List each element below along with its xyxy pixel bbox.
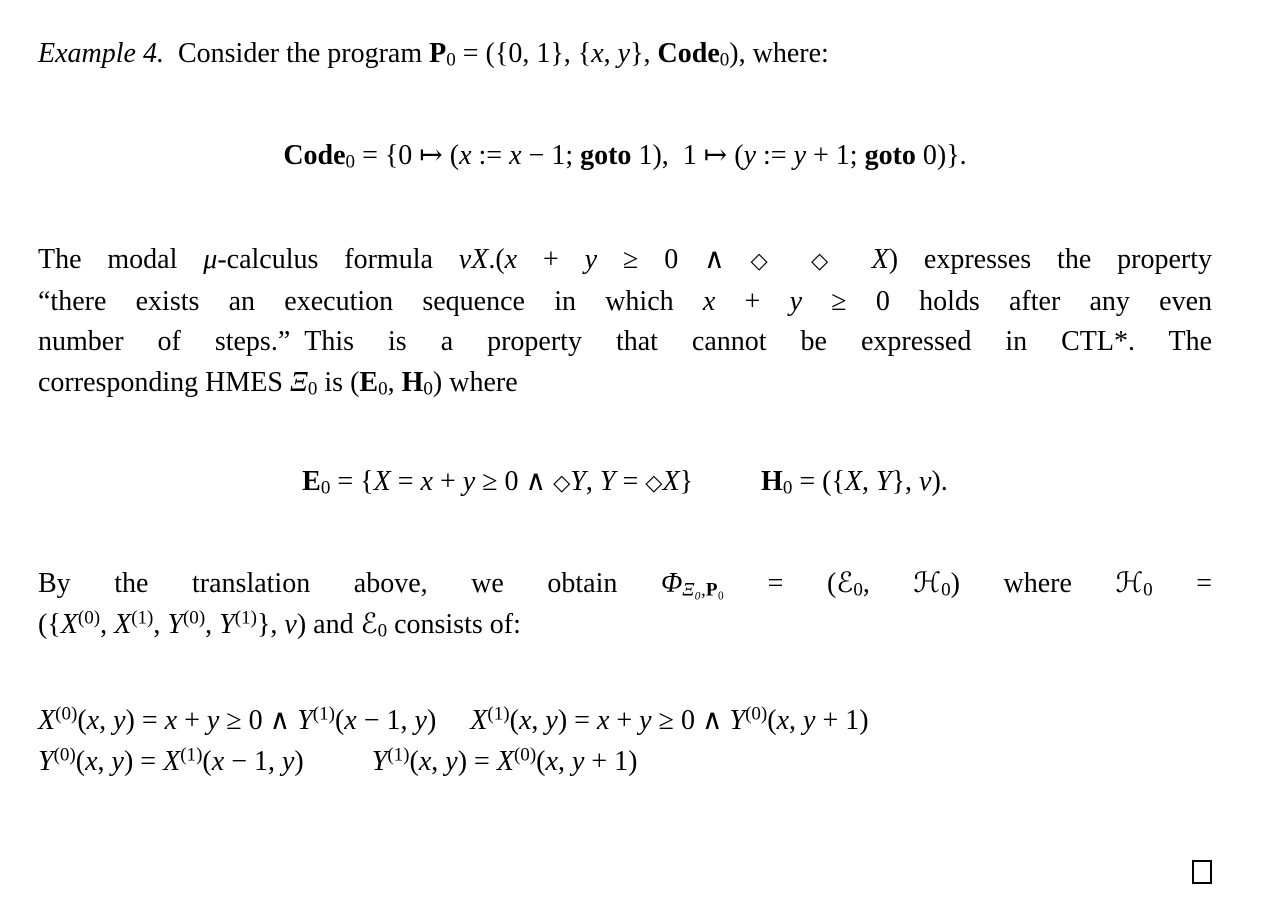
text-segment: ,: [531, 705, 546, 736]
text-segment: x: [164, 705, 178, 736]
text-segment: ,: [97, 746, 112, 777]
text-segment: μ: [203, 244, 218, 275]
text-segment: ) where: [432, 366, 518, 398]
text-segment: Φ: [660, 568, 683, 599]
text-segment: 0: [423, 377, 433, 399]
text-segment: + 1;: [806, 140, 865, 171]
text-segment: goto: [580, 140, 632, 171]
text-segment: X: [871, 244, 889, 275]
text-segment: y: [743, 140, 756, 171]
paragraph-line: [38, 605, 1212, 646]
text-segment: ≥ 0 holds after any even: [802, 285, 1213, 317]
paragraph-mu-calculus: [38, 240, 1212, 403]
text-segment: Ξ₀,: [682, 579, 706, 601]
text-segment: =: [1152, 568, 1212, 599]
text-segment: x: [545, 746, 558, 777]
text-segment: consists of:: [387, 608, 521, 640]
text-segment: 0: [307, 377, 318, 399]
text-segment: y: [206, 705, 220, 736]
text-segment: x: [591, 38, 604, 69]
text-segment: (: [536, 746, 546, 777]
text-segment: Y: [599, 466, 616, 497]
qed-square-icon: [1192, 860, 1212, 884]
text-segment: = ({: [792, 466, 845, 497]
text-segment: y: [281, 746, 295, 777]
text-segment: corresponding HMES: [38, 366, 290, 398]
text-segment: ℰ: [360, 608, 378, 640]
text-segment: Code: [283, 140, 346, 171]
text-segment: ,: [789, 705, 804, 736]
text-segment: Ξ: [289, 366, 308, 398]
text-segment: X: [38, 705, 56, 736]
text-segment: y: [639, 705, 652, 736]
text-segment: P: [705, 579, 718, 601]
text-segment: 0: [320, 477, 331, 499]
paragraph-line: [38, 564, 1212, 605]
text-segment: y: [793, 140, 807, 171]
text-segment: = {: [330, 466, 374, 497]
text-segment: Y: [167, 608, 183, 640]
text-segment: ₀: [717, 579, 725, 601]
text-segment: ℋ: [913, 568, 942, 599]
text-segment: ) =: [123, 746, 164, 777]
text-segment: (0): [77, 606, 101, 628]
text-segment: ◇ ◇: [750, 248, 872, 273]
text-segment: (0): [53, 744, 76, 766]
text-segment: y: [803, 705, 816, 736]
text-segment: =: [390, 466, 421, 497]
text-segment: This is a property that cannot be expressed in CTL*. The: [290, 326, 1212, 357]
text-segment: goto: [864, 140, 916, 171]
text-segment: y: [113, 705, 126, 736]
text-segment: x: [776, 705, 790, 736]
text-segment: ≥ 0 ∧: [651, 705, 730, 736]
text-segment: .(: [488, 244, 505, 275]
text-segment: 0: [853, 579, 863, 601]
text-segment: Y: [297, 705, 313, 736]
text-segment: +: [609, 705, 640, 736]
text-segment: :=: [756, 140, 794, 171]
text-segment: ): [426, 705, 437, 736]
text-segment: 0: [941, 579, 951, 601]
text-segment: x: [702, 285, 716, 317]
text-segment: H: [401, 366, 424, 398]
text-segment: 0: [1143, 579, 1153, 601]
text-segment: (1): [487, 703, 510, 725]
text-segment: },: [256, 608, 285, 640]
text-segment: x: [518, 705, 532, 736]
text-segment: 1 ↦ (: [668, 140, 744, 171]
text-segment: 0)}.: [915, 140, 967, 171]
paragraph-line: [38, 240, 1212, 282]
text-segment: ,: [387, 366, 402, 398]
text-segment: x: [420, 466, 433, 497]
paragraph-line: [38, 363, 1212, 404]
text-segment: + 1): [815, 705, 869, 736]
text-segment: (1): [180, 744, 203, 766]
text-segment: ◇: [645, 470, 663, 495]
text-segment: “there exists an execution sequence in which: [38, 285, 703, 317]
text-segment: νX: [458, 244, 489, 275]
text-segment: 0: [377, 619, 388, 641]
text-segment: Example 4.: [38, 38, 164, 69]
text-segment: y: [445, 746, 458, 777]
equation-row: [38, 741, 1212, 782]
text-segment: ).: [931, 466, 948, 497]
text-segment: 0: [446, 49, 456, 71]
equation-row: [38, 700, 1212, 741]
equation-system: [38, 700, 1212, 782]
text-segment: x: [86, 705, 100, 736]
text-segment: ) and: [296, 608, 361, 640]
text-segment: ,: [431, 746, 446, 777]
text-segment: ): [294, 746, 304, 777]
text-segment: X: [844, 466, 863, 497]
text-segment: ,: [205, 608, 220, 640]
text-segment: +: [177, 705, 207, 736]
text-segment: (1): [131, 606, 154, 628]
text-segment: +: [517, 244, 585, 275]
text-segment: (: [75, 746, 86, 777]
text-segment: ,: [153, 608, 168, 640]
text-segment: x: [459, 140, 472, 171]
text-segment: (: [202, 746, 212, 777]
text-segment: = (: [724, 568, 837, 599]
text-segment: (0): [55, 703, 78, 725]
text-segment: X: [662, 466, 680, 497]
text-segment: (1): [312, 703, 335, 725]
text-segment: By the translation above, we obtain: [38, 568, 661, 599]
text-segment: Y: [876, 466, 892, 497]
text-segment: ) =: [557, 705, 597, 736]
text-segment: ), where:: [729, 38, 829, 69]
text-segment: + 1): [584, 746, 638, 777]
text-segment: (1): [387, 744, 410, 766]
text-segment: H: [761, 466, 783, 497]
text-segment: = ({0, 1}, {: [455, 38, 592, 69]
text-segment: 0: [345, 151, 356, 173]
text-segment: 0: [782, 477, 793, 499]
text-segment: Consider the program: [163, 38, 430, 69]
text-segment: (0): [745, 703, 768, 725]
text-segment: X: [373, 466, 391, 497]
text-segment: y: [617, 38, 631, 69]
text-segment: − 1,: [356, 705, 415, 736]
text-segment: :=: [471, 140, 510, 171]
text-segment: ,: [603, 38, 618, 69]
text-segment: 0: [378, 377, 388, 399]
text-segment: x: [596, 705, 610, 736]
text-segment: (0): [513, 744, 537, 766]
text-segment: x: [344, 705, 357, 736]
paragraph-translation: [38, 564, 1212, 645]
text-segment: ℋ: [1115, 568, 1144, 599]
text-segment: X: [496, 746, 514, 777]
text-segment: -calculus formula: [217, 244, 459, 275]
text-segment: ) =: [457, 746, 497, 777]
text-segment: ) expresses the property: [888, 244, 1212, 275]
text-segment: ,: [585, 466, 600, 497]
text-segment: ({: [38, 608, 61, 640]
equation-code0: [38, 136, 1212, 176]
text-segment: y: [111, 746, 124, 777]
text-segment: 1),: [631, 140, 669, 171]
paragraph-line: [38, 282, 1212, 323]
text-segment: ≥ 0 ∧: [597, 244, 751, 275]
equation-e0-h0: [38, 462, 1212, 503]
text-segment: (0): [182, 606, 206, 628]
text-segment: The modal: [38, 244, 204, 275]
text-segment: y: [414, 705, 427, 736]
text-segment: X: [114, 608, 132, 640]
text-segment: − 1;: [521, 140, 581, 171]
text-segment: (: [767, 705, 777, 736]
text-segment: ≥ 0 ∧: [219, 705, 298, 736]
text-segment: ◇: [553, 470, 571, 495]
text-segment: (: [77, 705, 87, 736]
text-segment: ,: [862, 466, 877, 497]
text-segment: X: [470, 705, 488, 736]
paragraph-line: [38, 322, 1212, 363]
text-segment: ,: [100, 608, 115, 640]
text-segment: (: [409, 746, 419, 777]
text-segment: ,: [862, 568, 914, 599]
text-segment: E: [359, 366, 379, 398]
text-segment: (: [509, 705, 519, 736]
text-segment: ν: [919, 466, 932, 497]
text-segment: (: [334, 705, 345, 736]
text-segment: 0: [719, 49, 730, 71]
example-heading: [38, 34, 1212, 74]
text-segment: +: [715, 285, 790, 317]
text-segment: }: [679, 466, 694, 497]
text-segment: y: [571, 746, 585, 777]
text-segment: x: [504, 244, 518, 275]
text-segment: X: [60, 608, 78, 640]
text-segment: Y: [38, 746, 54, 777]
text-segment: ) =: [125, 705, 165, 736]
text-segment: ν: [284, 608, 297, 640]
text-segment: = {0 ↦ (: [355, 140, 460, 171]
text-segment: ℰ: [836, 568, 854, 599]
text-segment: y: [462, 466, 476, 497]
text-segment: x: [418, 746, 432, 777]
text-segment: =: [615, 466, 646, 497]
text-segment: x: [211, 746, 225, 777]
text-segment: E: [302, 466, 321, 497]
text-segment: ≥ 0 ∧: [475, 466, 554, 497]
text-segment: x: [509, 140, 522, 171]
text-segment: is (: [317, 366, 360, 398]
text-segment: y: [789, 285, 803, 317]
text-segment: Y: [371, 746, 388, 777]
text-segment: ,: [99, 705, 114, 736]
text-segment: ) where: [950, 568, 1116, 599]
text-segment: Y: [570, 466, 586, 497]
text-segment: P: [429, 38, 447, 69]
text-segment: Y: [729, 705, 746, 736]
text-segment: X: [163, 746, 181, 777]
text-segment: },: [891, 466, 920, 497]
text-segment: y: [545, 705, 558, 736]
text-segment: (1): [234, 606, 257, 628]
text-segment: ,: [557, 746, 572, 777]
text-segment: Y: [219, 608, 235, 640]
text-segment: x: [85, 746, 98, 777]
text-segment: − 1,: [224, 746, 282, 777]
text-segment: },: [630, 38, 658, 69]
text-segment: +: [432, 466, 463, 497]
text-segment: Code: [657, 38, 720, 69]
text-segment: number of steps.”: [38, 326, 291, 357]
text-segment: y: [584, 244, 598, 275]
